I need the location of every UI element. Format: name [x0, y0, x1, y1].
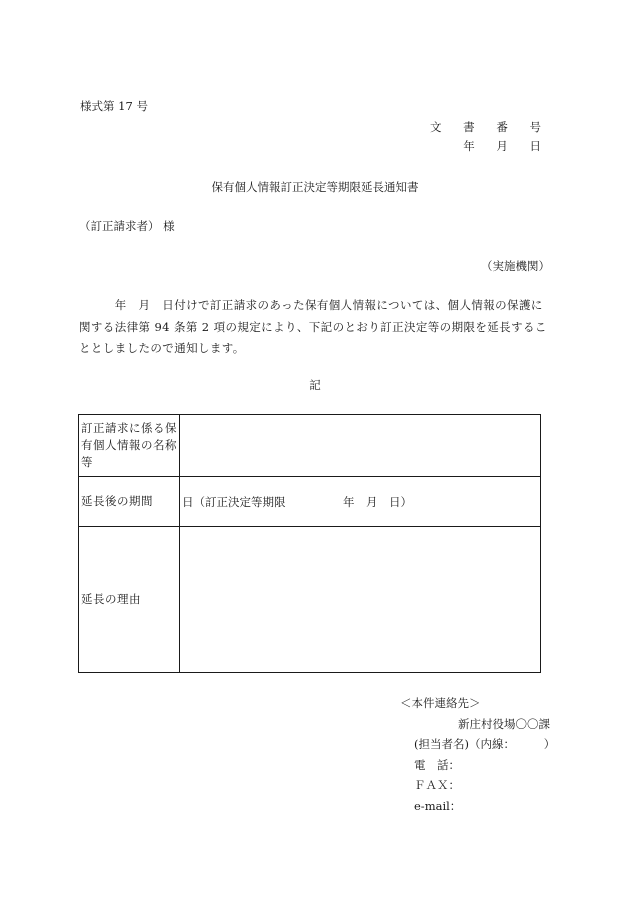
document-number-label: 文 書 番 号	[430, 120, 550, 134]
value-extension-reason	[180, 527, 541, 673]
table-row-period	[79, 477, 541, 527]
document-date-label: 年 月 日	[463, 139, 550, 153]
issuer-line: （実施機関）	[481, 259, 550, 273]
table-row-name	[79, 415, 541, 477]
document-title: 保有個人情報訂正決定等期限延長通知書	[211, 180, 419, 194]
label-request-info-name: 訂正請求に係る保有個人情報の名称等	[79, 415, 180, 477]
label-extension-reason: 延長の理由	[79, 527, 180, 673]
value-extended-period: 日（訂正決定等期限 年 月 日）	[180, 477, 541, 527]
contact-heading: ＜本件連絡先＞	[400, 696, 481, 710]
recipient-line: （訂正請求者） 様	[79, 219, 175, 233]
ki-heading: 記	[309, 378, 321, 392]
form-number: 様式第 17 号	[80, 99, 148, 113]
info-table	[78, 414, 541, 673]
contact-block	[400, 693, 555, 816]
contact-email: e-mail：	[414, 798, 462, 813]
contact-person: (担当者名)（内線： ）	[414, 737, 556, 751]
contact-fax: ＦＡＸ：	[414, 778, 460, 792]
value-request-info-name	[180, 415, 541, 477]
label-extended-period: 延長後の期間	[79, 477, 180, 527]
contact-phone: 電 話：	[414, 757, 460, 772]
body-paragraph: 年 月 日付けで訂正請求のあった保有個人情報については、個人情報の保護に関する法律第 94 条第 2 項の規定により、下記のとおり訂正決定等の期限を延長することとしましたので通知します。	[79, 298, 547, 355]
table-row-reason	[79, 527, 541, 673]
contact-department: 新庄村役場〇〇課	[458, 716, 550, 731]
